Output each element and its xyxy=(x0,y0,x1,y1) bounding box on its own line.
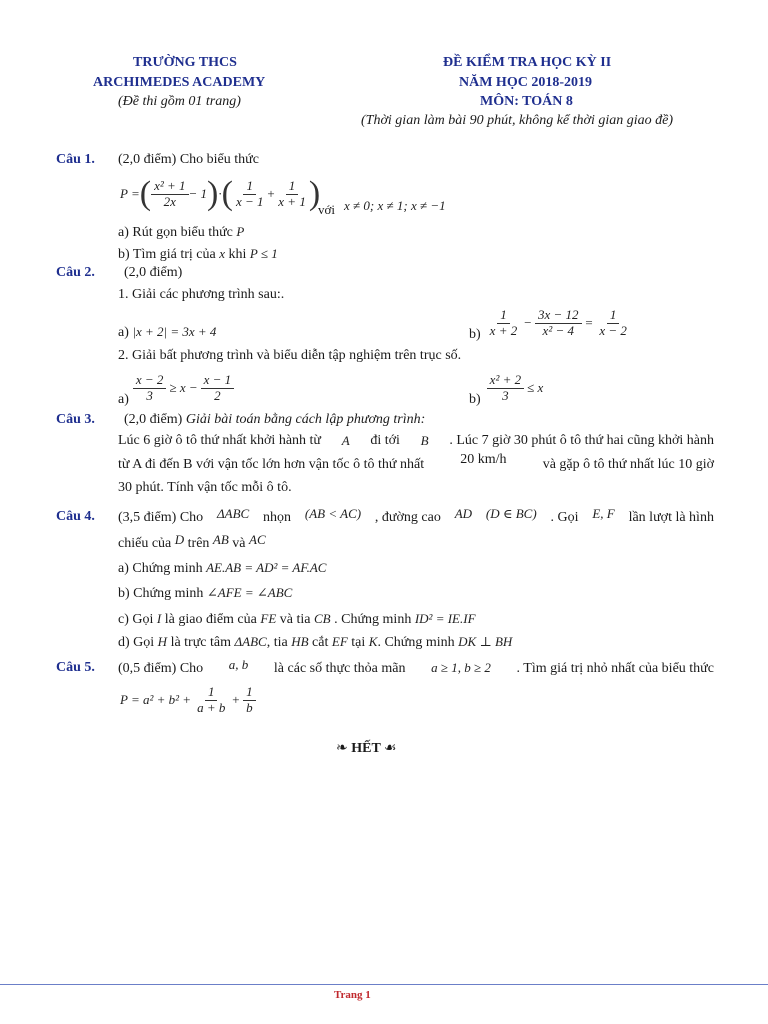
q1-f1-num: x² + 1 xyxy=(151,179,188,195)
q1-fraction-3 xyxy=(275,179,309,210)
q2-1b-label: b) xyxy=(469,327,481,342)
q2-1a-label: a) xyxy=(118,325,129,340)
q4-c-fe: FE xyxy=(260,611,277,626)
q2-2a-f1-num: x − 2 xyxy=(133,373,167,389)
q2-2b-f-num: x² + 2 xyxy=(487,373,524,389)
q4-goi: . Gọi xyxy=(550,510,579,525)
q1-f3-num: 1 xyxy=(286,179,299,195)
q4-d-text5: tại xyxy=(351,635,366,650)
q2-2b-label: b) xyxy=(469,392,481,407)
q4-c-i: I xyxy=(156,611,162,626)
q4-a-text: a) Chứng minh xyxy=(118,561,203,576)
q4-line2-b: trên xyxy=(187,536,210,551)
q2-1b-f2-num: 3x − 12 xyxy=(535,308,582,324)
q3-line2-b: và gặp ô tô thứ nhất lúc 10 giờ xyxy=(542,457,714,472)
q4-nhon: nhọn xyxy=(263,510,292,525)
q1-p-eq: P = xyxy=(120,186,140,201)
footer-rule xyxy=(0,984,768,985)
q4-c-math: ID² = IE.IF xyxy=(414,611,476,626)
q5-f1-den: a + b xyxy=(197,699,226,715)
q1-a-text: a) Rút gọn biểu thức xyxy=(118,225,233,240)
q4-d-in-bc: (D ∈ BC) xyxy=(485,506,537,521)
q5-f2-num: 1 xyxy=(243,685,256,701)
q1-a-math: P xyxy=(236,224,245,239)
q2-2a-mid: ≥ x − xyxy=(169,380,198,395)
q2-1a xyxy=(118,324,216,341)
q3-line2-a: từ A đi đến B với vận tốc lớn hơn vận tốc ô tô thứ nhất xyxy=(118,457,425,472)
q4-d-hb: HB xyxy=(291,634,309,649)
q2-1b-f2-den: x² − 4 xyxy=(542,322,574,338)
q4-triangle: ΔABC xyxy=(217,506,250,521)
q2-1b-f3-den: x − 2 xyxy=(599,322,627,338)
q5-frac-2 xyxy=(243,685,256,716)
q4-lanluot: lần lượt là hình xyxy=(628,510,714,525)
q4-d-h: H xyxy=(157,634,168,649)
q4-line2-a: chiếu của xyxy=(118,536,172,551)
exam-title: ĐỀ KIỂM TRA HỌC KỲ II xyxy=(443,55,612,70)
q2-1b-frac-3 xyxy=(596,308,630,339)
q5-intro: (0,5 điểm) Cho xyxy=(118,661,204,676)
q4-d-ef: EF xyxy=(331,634,348,649)
q4-d-text3: , tia xyxy=(266,635,288,650)
q4-d xyxy=(118,634,512,651)
q1-f2-num: 1 xyxy=(243,179,256,195)
q5-plus: + xyxy=(231,692,241,707)
q2-2a-f1-den: 3 xyxy=(146,387,153,403)
q1-intro: (2,0 điểm) Cho biểu thức xyxy=(118,152,259,167)
q4-d-triangle: ΔABC xyxy=(234,634,267,649)
q4-intro: (3,5 điểm) Cho xyxy=(118,510,204,525)
q4-a-math: AE.AB = AD² = AF.AC xyxy=(206,560,327,575)
q4-c-text3: và tia xyxy=(279,612,311,627)
q2-2b-frac xyxy=(487,373,524,404)
q5-expression xyxy=(120,680,256,720)
end-marker xyxy=(336,740,397,757)
school-line-1: TRƯỜNG THCS xyxy=(133,55,237,70)
q4-b-text: b) Chứng minh xyxy=(118,586,204,601)
q1-b-math1: x xyxy=(219,246,225,261)
q3-point-a: A xyxy=(341,433,350,448)
q3-speed: 20 km/h xyxy=(460,452,507,467)
q4-ab: AB xyxy=(212,532,229,547)
q2-1b-frac-1 xyxy=(487,308,521,339)
q4-line2-c: và xyxy=(232,536,246,551)
q5-label: Câu 5. xyxy=(56,660,95,675)
q4-c-text1: c) Gọi xyxy=(118,612,154,627)
q5-text2: là các số thực thỏa mãn xyxy=(273,661,406,676)
q4-ad: AD xyxy=(454,506,473,521)
q2-1b-frac-2 xyxy=(535,308,582,339)
q4-d-text1: d) Gọi xyxy=(118,635,155,650)
end-text: HẾT xyxy=(351,741,381,756)
q2-1b xyxy=(469,303,630,343)
q2-2a-f2-den: 2 xyxy=(214,387,221,403)
school-line-2: ARCHIMEDES ACADEMY xyxy=(93,75,266,90)
q2-2b xyxy=(469,368,543,408)
subject: MÔN: TOÁN 8 xyxy=(480,94,573,109)
q2-1b-minus: − xyxy=(523,315,532,330)
q3-line-3: 30 phút. Tính vận tốc mỗi ô tô. xyxy=(118,480,292,495)
q3-line-2 xyxy=(118,452,714,473)
q1-f3-den: x + 1 xyxy=(278,193,306,209)
q4-duongcao: , đường cao xyxy=(374,510,441,525)
q2-part2: 2. Giải bất phương trình và biểu diễn tập nghiệm trên trục số. xyxy=(118,348,462,363)
q4-c-text4: . Chứng minh xyxy=(334,612,412,627)
q4-a xyxy=(118,560,326,577)
q2-2a-f2-num: x − 1 xyxy=(201,373,235,389)
q3-line1-b: đi tới xyxy=(370,433,400,448)
q1-voi: với xyxy=(318,202,335,217)
q5-p-lead: P = a² + b² + xyxy=(120,692,192,707)
q5-f2-den: b xyxy=(246,699,253,715)
q4-b-math: ∠AFE = ∠ABC xyxy=(206,585,293,600)
q4-d-math: DK ⊥ BH xyxy=(458,634,513,649)
q3-intro-instruction: Giải bài toán bằng cách lập phương trình: xyxy=(185,412,426,427)
q1-b-text1: b) Tìm giá trị của xyxy=(118,247,216,262)
q5-frac-1 xyxy=(194,685,228,716)
q2-2b-tail: ≤ x xyxy=(527,380,544,395)
q4-ef: E, F xyxy=(592,506,615,521)
q4-d-text6: . Chứng minh xyxy=(377,635,455,650)
q2-2a-frac-1 xyxy=(133,373,167,404)
q3-label: Câu 3. xyxy=(56,412,95,427)
q5-f1-num: 1 xyxy=(205,685,218,701)
q3-line1-c: . Lúc 7 giờ 30 phút ô tô thứ hai cũng khởi hành xyxy=(449,433,714,448)
fleuron-left-icon: ❧ xyxy=(336,741,348,756)
q1-b-text2: khi xyxy=(228,247,247,262)
q1-f2-den: x − 1 xyxy=(235,193,264,209)
q1-condition: x ≠ 0; x ≠ 1; x ≠ −1 xyxy=(344,198,446,213)
q1-fraction-2 xyxy=(233,179,267,210)
fleuron-right-icon: ☙ xyxy=(384,741,397,756)
left-paren: ( xyxy=(221,175,233,212)
pages-note: (Đề thi gồm 01 trang) xyxy=(118,94,241,109)
q4-c-text2: là giao điểm của xyxy=(164,612,257,627)
q1-label: Câu 1. xyxy=(56,152,95,167)
q2-1b-f3-num: 1 xyxy=(607,308,620,324)
q3-intro-points: (2,0 điểm) xyxy=(124,412,183,427)
q5-line-1 xyxy=(118,657,714,677)
q3-intro xyxy=(124,412,425,428)
q5-condition: a ≥ 1, b ≥ 2 xyxy=(431,660,491,675)
q2-2a xyxy=(118,368,234,408)
q3-line1-a: Lúc 6 giờ ô tô thứ nhất khởi hành từ xyxy=(118,433,322,448)
q2-1b-eq: = xyxy=(584,315,594,330)
q1-fraction-1 xyxy=(151,179,188,210)
q2-2b-f-den: 3 xyxy=(502,387,509,403)
q1-a xyxy=(118,224,244,241)
q2-1b-f1-num: 1 xyxy=(497,308,510,324)
footer-page: Trang 1 xyxy=(334,989,371,1001)
q1-minus-one: − 1 xyxy=(188,186,208,201)
left-paren: ( xyxy=(139,175,152,212)
q4-d-text2: là trực tâm xyxy=(170,635,232,650)
q1-b xyxy=(118,246,278,263)
q5-text3: . Tìm giá trị nhỏ nhất của biểu thức xyxy=(516,661,714,676)
q2-2a-frac-2 xyxy=(201,373,235,404)
q4-line-2 xyxy=(118,532,266,552)
time-note: (Thời gian làm bài 90 phút, không kể thời gian giao đề) xyxy=(361,113,674,128)
q1-plus: + xyxy=(266,186,276,201)
q4-c xyxy=(118,611,476,628)
q4-c-cb: CB xyxy=(313,611,331,626)
q2-label: Câu 2. xyxy=(56,265,95,280)
q4-d-k: K xyxy=(368,634,378,649)
q4-d-text4: cắt xyxy=(312,635,329,650)
q4-d: D xyxy=(174,532,185,547)
q2-part1: 1. Giải các phương trình sau:. xyxy=(118,287,285,302)
q4-b xyxy=(118,585,292,602)
q4-ac: AC xyxy=(249,532,266,547)
right-paren: ) xyxy=(207,175,219,212)
q2-2a-label: a) xyxy=(118,392,129,407)
q2-1b-f1-den: x + 2 xyxy=(489,322,518,338)
q3-line-1 xyxy=(118,433,714,449)
right-paren: ) xyxy=(308,175,321,212)
q2-intro: (2,0 điểm) xyxy=(124,265,183,280)
q2-1a-math: |x + 2| = 3x + 4 xyxy=(132,324,217,339)
q1-expression xyxy=(120,172,320,216)
q1-b-math2: P ≤ 1 xyxy=(249,246,278,261)
q3-point-b: B xyxy=(420,433,429,448)
q4-line-1 xyxy=(118,506,714,526)
q5-ab: a, b xyxy=(228,657,249,672)
q4-condition: (AB < AC) xyxy=(304,506,362,521)
q4-label: Câu 4. xyxy=(56,509,95,524)
q1-f1-den: 2x xyxy=(163,193,176,209)
q1-dot: · xyxy=(218,186,222,201)
school-year: NĂM HỌC 2018-2019 xyxy=(459,75,592,90)
